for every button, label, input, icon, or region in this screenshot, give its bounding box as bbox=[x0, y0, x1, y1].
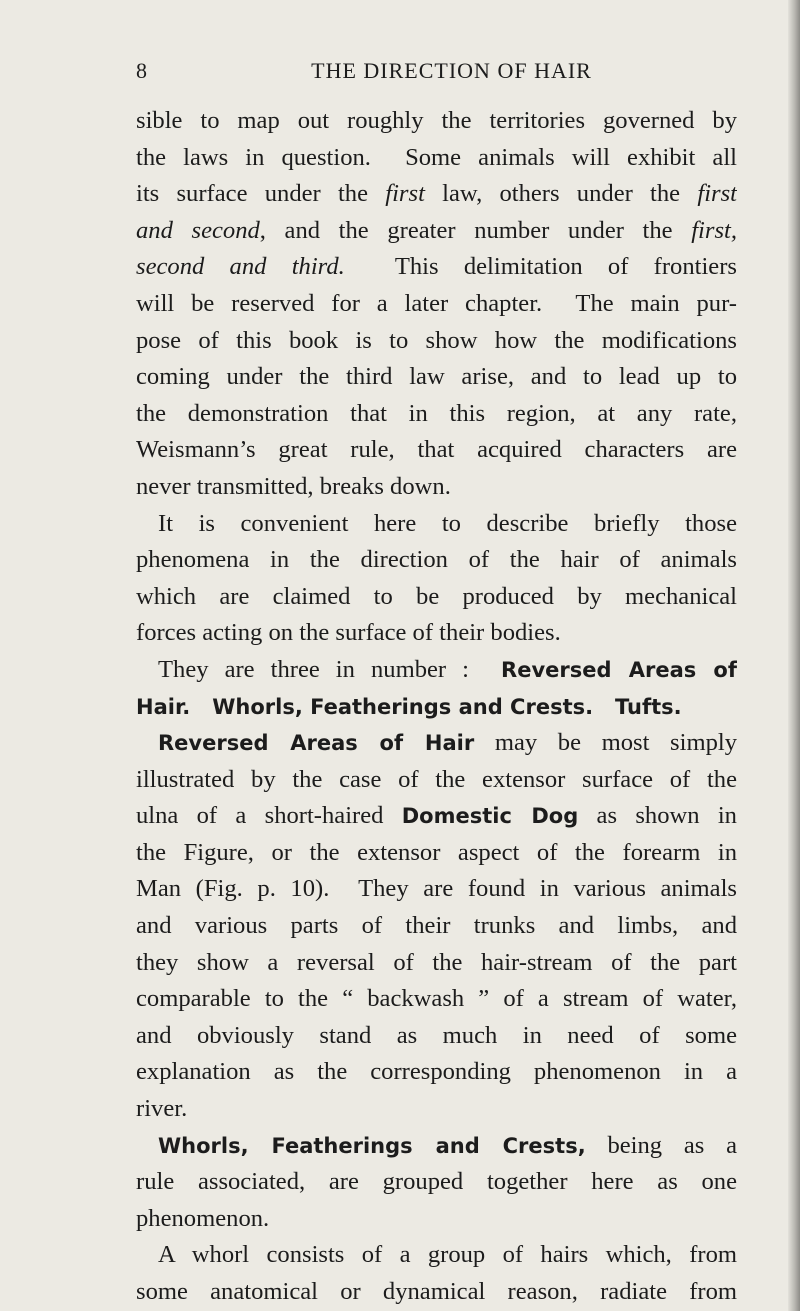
italic-text: first bbox=[697, 180, 737, 208]
text-line bbox=[136, 286, 737, 323]
text-segment: will be reserved for a later chapter. The main pur- bbox=[136, 289, 737, 317]
running-head bbox=[136, 58, 737, 88]
running-title: THE DIRECTION OF HAIR bbox=[311, 58, 592, 83]
text-segment: as shown in bbox=[578, 802, 737, 830]
text-segment: A whorl consists of a group of hairs which, from bbox=[158, 1241, 737, 1269]
text-segment: Man (Fig. p. 10). They are found in various animals bbox=[136, 875, 737, 903]
text-segment: some anatomical or dynamical reason, radiate from bbox=[136, 1278, 737, 1305]
bold-term: Whorls, Featherings and Crests, bbox=[158, 1133, 586, 1158]
text-segment: ulna of a short-haired bbox=[136, 802, 402, 830]
text-line bbox=[136, 140, 737, 177]
text-segment: the Figure, or the extensor aspect of the forearm in bbox=[136, 838, 737, 866]
text-segment: its surface under the bbox=[136, 180, 386, 208]
text-segment: phenomena in the direction of the hair of animals bbox=[136, 546, 737, 574]
bold-term: Reversed Areas of bbox=[501, 657, 737, 682]
text-segment: pose of this book is to show how the modifications bbox=[136, 326, 737, 354]
text-segment: they show a reversal of the hair-stream of the part bbox=[136, 948, 737, 976]
text-segment: , and the greater number under the bbox=[259, 216, 692, 244]
text-segment: and various parts of their trunks and limbs, and bbox=[136, 912, 737, 940]
text-segment: being as a bbox=[585, 1131, 737, 1159]
text-segment: rule associated, are grouped together here as one bbox=[136, 1168, 737, 1196]
text-line bbox=[136, 249, 737, 286]
text-segment: river. bbox=[136, 1095, 188, 1123]
text-line bbox=[136, 213, 737, 250]
text-line bbox=[136, 469, 737, 506]
text-segment: This delimitation of frontiers bbox=[344, 253, 737, 281]
text-line bbox=[136, 1237, 737, 1274]
bold-term: Reversed Areas of Hair bbox=[158, 731, 475, 756]
text-segment: Weismann’s great rule, that acquired characters are bbox=[136, 436, 737, 464]
text-line bbox=[136, 103, 737, 140]
text-segment: law, others under the bbox=[424, 180, 698, 208]
text-line bbox=[136, 762, 737, 799]
text-segment: phenomenon. bbox=[136, 1204, 270, 1232]
text-line bbox=[136, 798, 737, 835]
text-line bbox=[136, 1054, 737, 1091]
text-line bbox=[136, 835, 737, 872]
text-segment: the demonstration that in this region, at any rate, bbox=[136, 399, 737, 427]
text-segment: explanation as the corresponding phenomenon in a bbox=[136, 1058, 737, 1086]
text-line bbox=[136, 981, 737, 1018]
italic-text: second and third. bbox=[136, 253, 345, 281]
text-segment: comparable to the “ backwash ” of a stream of water, bbox=[136, 985, 737, 1013]
text-segment: the laws in question. Some animals will exhibit all bbox=[136, 143, 737, 171]
text-line bbox=[136, 542, 737, 579]
text-line bbox=[136, 1091, 737, 1128]
text-line bbox=[136, 506, 737, 543]
text-line bbox=[136, 615, 737, 652]
text-segment: never transmitted, breaks down. bbox=[136, 472, 451, 500]
text-line bbox=[136, 176, 737, 213]
text-line bbox=[136, 579, 737, 616]
text-line bbox=[136, 359, 737, 396]
text-line bbox=[136, 1128, 737, 1165]
text-segment: may be most simply bbox=[474, 729, 737, 757]
body-text bbox=[136, 103, 737, 1311]
text-line bbox=[136, 871, 737, 908]
text-line bbox=[136, 1018, 737, 1055]
bold-term: Hair. Whorls, Featherings and Crests. Tufts. bbox=[136, 694, 682, 719]
text-segment: forces acting on the surface of their bodies. bbox=[136, 619, 561, 647]
text-line bbox=[136, 1164, 737, 1201]
text-segment: and obviously stand as much in need of some bbox=[136, 1021, 737, 1049]
page-edge-shadow bbox=[788, 0, 800, 1311]
text-line bbox=[136, 725, 737, 762]
italic-text: first bbox=[385, 180, 425, 208]
text-segment: sible to map out roughly the territories governed by bbox=[136, 107, 737, 134]
text-line bbox=[136, 908, 737, 945]
text-segment: coming under the third law arise, and to lead up to bbox=[136, 363, 737, 391]
text-line bbox=[136, 432, 737, 469]
text-line bbox=[136, 1201, 737, 1238]
text-segment: They are three in number : bbox=[158, 655, 502, 683]
text-line bbox=[136, 945, 737, 982]
text-segment: illustrated by the case of the extensor surface of the bbox=[136, 765, 737, 793]
page-number: 8 bbox=[136, 58, 148, 83]
italic-text: first, bbox=[691, 216, 737, 244]
bold-term: Domestic Dog bbox=[401, 804, 579, 829]
text-line bbox=[136, 323, 737, 360]
text-line bbox=[136, 396, 737, 433]
text-segment: It is convenient here to describe briefly those bbox=[158, 509, 737, 537]
text-line bbox=[136, 689, 737, 726]
text-line bbox=[136, 652, 737, 689]
text-segment: which are claimed to be produced by mechanical bbox=[136, 582, 737, 610]
italic-text: and second bbox=[136, 216, 260, 244]
text-line bbox=[136, 1274, 737, 1311]
